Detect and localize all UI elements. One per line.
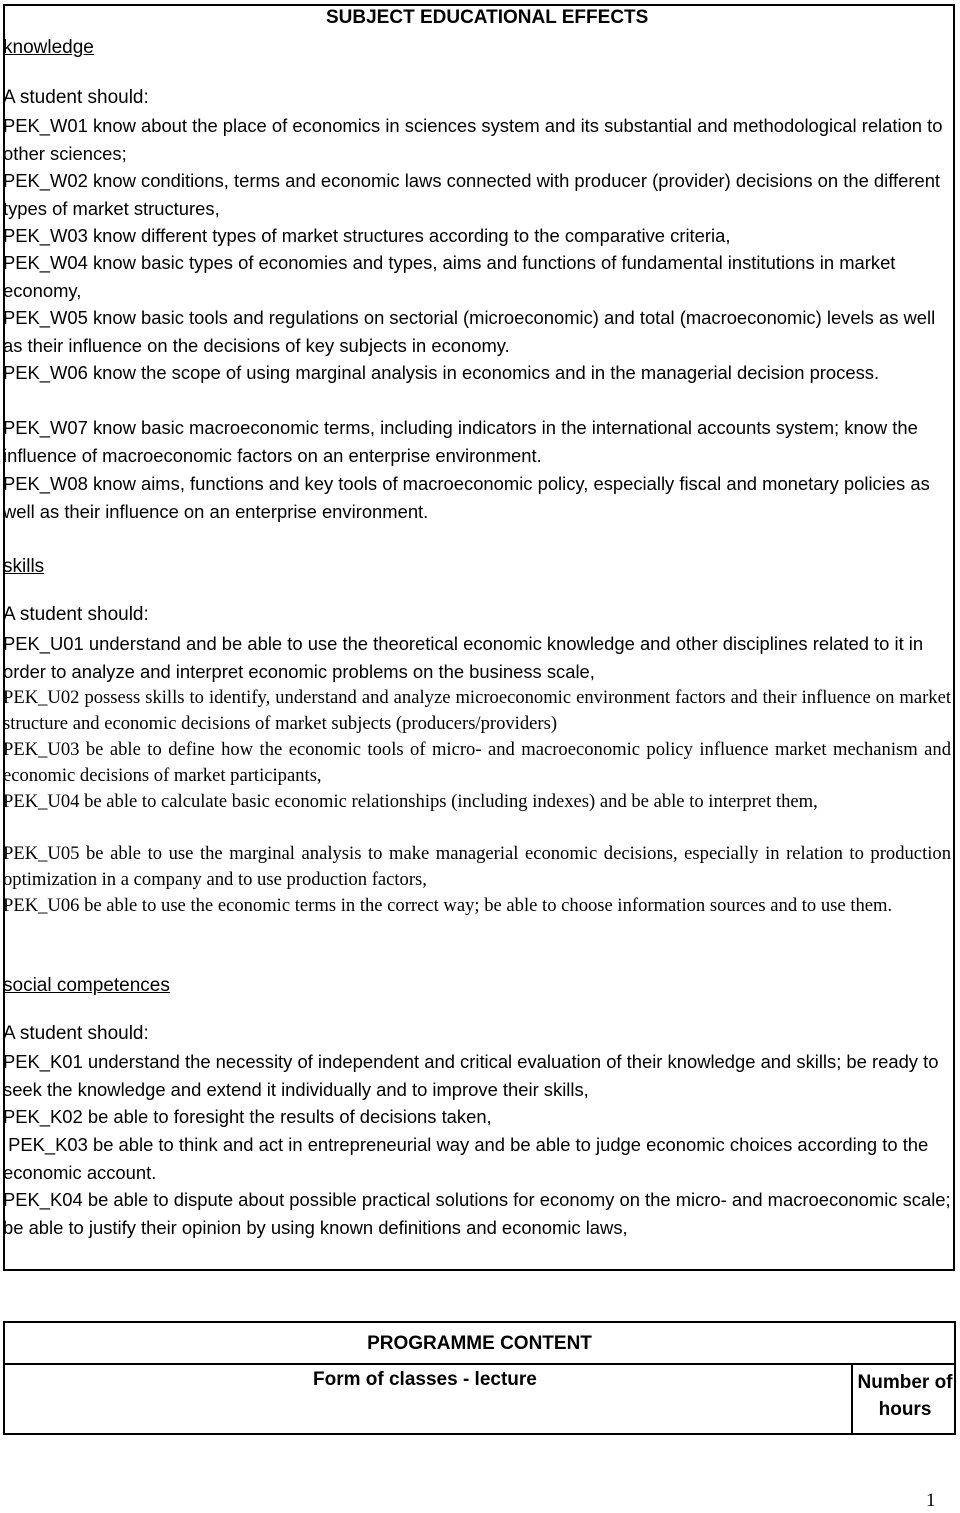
knowledge-item-w02: PEK_W02 know conditions, terms and economic laws connected with producer (provider) decisions on the different types of market structures, bbox=[3, 170, 941, 219]
skills-heading: skills bbox=[3, 556, 45, 577]
social-item-k03: PEK_K03 be able to think and act in entrepreneurial way and be able to judge economic choices according to the economic account. bbox=[3, 1134, 934, 1183]
knowledge-intro: A student should: bbox=[3, 87, 149, 108]
knowledge-item-w05: PEK_W05 know basic tools and regulations on sectorial (microeconomic) and total (macroeconomic) levels as well as their influence on the decisions of key subjects in economy. bbox=[3, 307, 936, 356]
social-item-k01: PEK_K01 understand the necessity of independent and critical evaluation of their knowledge and skills; be ready to seek the knowledge and extend it individually and to improve their skills, bbox=[3, 1051, 939, 1100]
programme-content-title: PROGRAMME CONTENT bbox=[367, 1333, 592, 1354]
skills-item-u06: PEK_U06 be able to use the economic terms in the correct way; be able to choose information sources and to use them. bbox=[3, 895, 893, 916]
knowledge-item-w01: PEK_W01 know about the place of economics in sciences system and its substantial and methodological relation to other sciences; bbox=[3, 115, 943, 164]
skills-item-u02: PEK_U02 possess skills to identify, understand and analyze microeconomic environment factors and their influence on market structure and economic decisions of market subjects (producers/providers) bbox=[3, 687, 951, 734]
skills-item-u05: PEK_U05 be able to use the marginal analysis to make managerial economic decisions, especially in relation to production optimization in a company and to use production factors, bbox=[3, 843, 951, 890]
knowledge-item-w06: PEK_W06 know the scope of using marginal analysis in economics and in the managerial decision process. bbox=[3, 362, 880, 383]
knowledge-item-w04: PEK_W04 know basic types of economies and types, aims and functions of fundamental institutions in market economy, bbox=[3, 252, 896, 301]
skills-intro: A student should: bbox=[3, 604, 149, 625]
social-item-k04: PEK_K04 be able to dispute about possible practical solutions for economy on the micro- and macroeconomic scale; be able to justify their opinion by using known definitions and economic laws, bbox=[3, 1189, 951, 1238]
page-number: 1 bbox=[926, 1490, 936, 1511]
table-row-divider bbox=[5, 1363, 954, 1365]
social-intro: A student should: bbox=[3, 1023, 149, 1044]
programme-content-table bbox=[3, 1321, 956, 1435]
skills-item-u01: PEK_U01 understand and be able to use the theoretical economic knowledge and other disciplines related to it in order to analyze and interpret economic problems on the business scale, bbox=[3, 633, 924, 682]
social-competences-heading: social competences bbox=[3, 975, 170, 996]
knowledge-item-w08: PEK_W08 know aims, functions and key tools of macroeconomic policy, especially fiscal and monetary policies as well as their influence on an enterprise environment. bbox=[3, 473, 930, 522]
knowledge-item-w03: PEK_W03 know different types of market structures according to the comparative criteria, bbox=[3, 225, 731, 246]
form-of-classes-header: Form of classes - lecture bbox=[313, 1369, 537, 1390]
number-of-hours-header: Number of hours bbox=[857, 1372, 953, 1420]
knowledge-item-w07: PEK_W07 know basic macroeconomic terms, including indicators in the international accounts system; know the influence of macroeconomic factors on an enterprise environment. bbox=[3, 417, 918, 466]
skills-item-u03: PEK_U03 be able to define how the economic tools of micro- and macroeconomic policy influence market mechanism and economic decisions of market participants, bbox=[3, 739, 951, 786]
skills-item-u04: PEK_U04 be able to calculate basic economic relationships (including indexes) and be able to interpret them, bbox=[3, 791, 818, 812]
section-title: SUBJECT EDUCATIONAL EFFECTS bbox=[326, 7, 649, 28]
social-item-k02: PEK_K02 be able to foresight the results of decisions taken, bbox=[3, 1106, 492, 1127]
knowledge-heading: knowledge bbox=[3, 37, 94, 58]
